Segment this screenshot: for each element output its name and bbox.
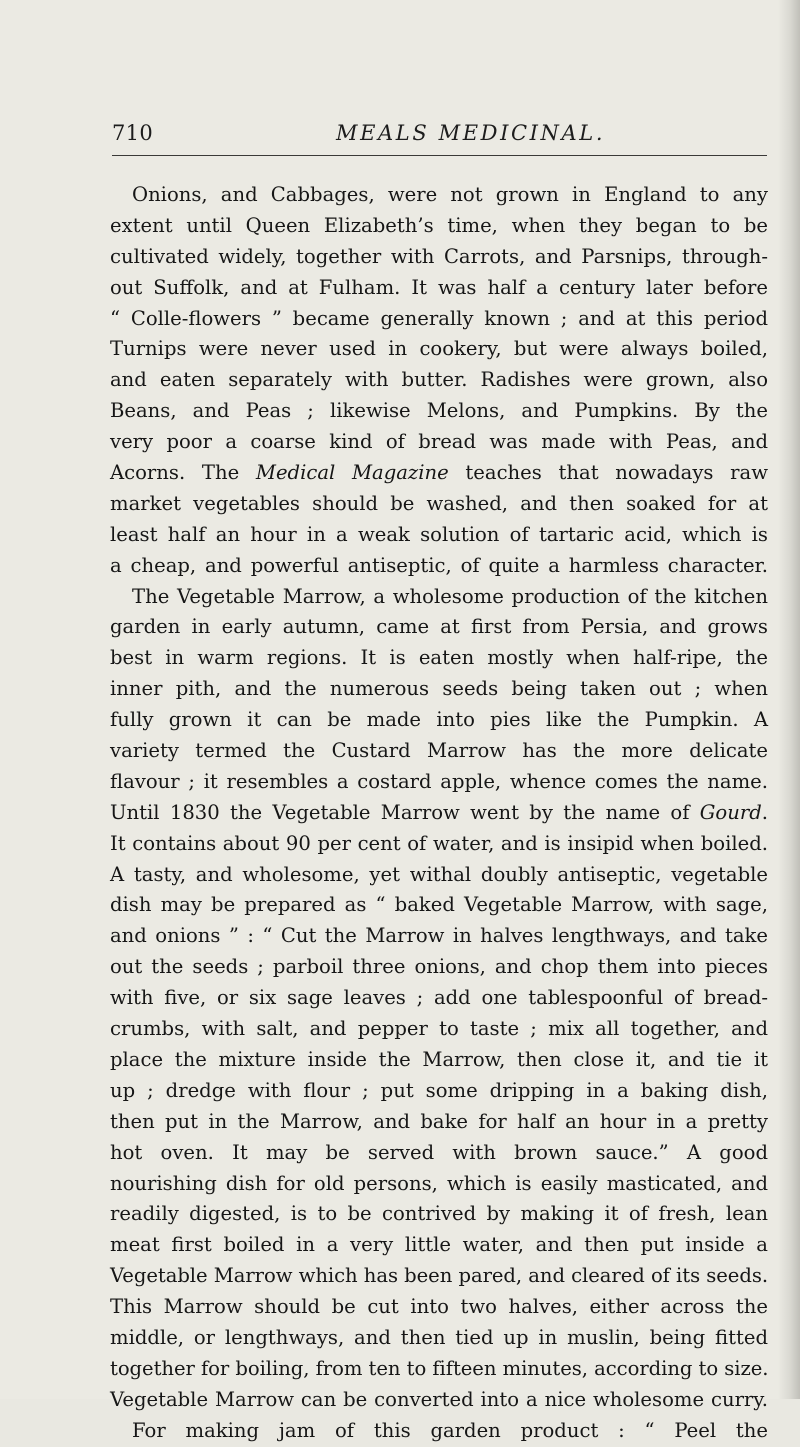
text-line: garden in early autumn, came at first from Persia, and grows: [110, 615, 768, 639]
text-line: Acorns. The Medical Magazine teaches that nowadays raw: [110, 461, 768, 485]
running-head: MEALS MEDICINAL.: [336, 121, 606, 145]
text-line: Vegetable Marrow which has been pared, and cleared of its seeds.: [110, 1264, 769, 1288]
text-line: market vegetables should be washed, and then soaked for at: [110, 491, 768, 515]
text-line: cultivated widely, together with Carrots, and Parsnips, through-: [110, 244, 768, 268]
text-line: best in warm regions. It is eaten mostly when half-ripe, the: [110, 646, 768, 670]
text-line: flavour ; it resembles a costard apple, whence comes the name.: [110, 769, 768, 793]
text-line: least half an hour in a weak solution of tartaric acid, which is: [110, 522, 768, 546]
text-line: variety termed the Custard Marrow has the more delicate: [110, 739, 768, 763]
text-line: readily digested, is to be contrived by making it of fresh, lean: [110, 1202, 768, 1226]
header-rule: [112, 155, 767, 156]
text-line: extent until Queen Elizabeth’s time, when they began to be: [110, 213, 768, 237]
text-line: For making jam of this garden product : “ Peel the: [132, 1418, 768, 1442]
text-line: and eaten separately with butter. Radishes were grown, also: [110, 368, 768, 392]
text-line: “ Colle-flowers ” became generally known ; and at this period: [110, 306, 768, 330]
text-line: It contains about 90 per cent of water, and is insipid when boiled.: [110, 831, 768, 855]
text-line: nourishing dish for old persons, which is easily masticated, and: [110, 1171, 768, 1195]
text-line: A tasty, and wholesome, yet withal doubly antiseptic, vegetable: [110, 862, 768, 886]
text-line: a cheap, and powerful antiseptic, of quite a harmless character.: [110, 553, 768, 577]
text-line: The Vegetable Marrow, a wholesome production of the kitchen: [132, 584, 768, 608]
text-line: dish may be prepared as “ baked Vegetable Marrow, with sage,: [110, 893, 768, 917]
text-line: crumbs, with salt, and pepper to taste ; mix all together, and: [110, 1017, 768, 1041]
text-line: very poor a coarse kind of bread was made with Peas, and: [110, 430, 768, 454]
page-number: 710: [112, 121, 153, 145]
page-header: [112, 117, 767, 151]
body-text: [110, 180, 768, 1447]
text-line: Beans, and Peas ; likewise Melons, and Pumpkins. By the: [110, 399, 768, 423]
text-line: This Marrow should be cut into two halves, either across the: [110, 1295, 768, 1319]
page-edge-shadow: [778, 0, 800, 1399]
text-line: then put in the Marrow, and bake for half an hour in a pretty: [110, 1109, 768, 1133]
text-line: together for boiling, from ten to fifteen minutes, according to size.: [110, 1356, 769, 1380]
text-line: Turnips were never used in cookery, but were always boiled,: [110, 337, 768, 361]
text-line: meat first boiled in a very little water, and then put inside a: [110, 1233, 768, 1257]
text-line: Vegetable Marrow can be converted into a nice wholesome curry.: [110, 1387, 768, 1411]
text-line: out the seeds ; parboil three onions, and chop them into pieces: [110, 955, 768, 979]
text-line: middle, or lengthways, and then tied up in muslin, being fitted: [110, 1325, 768, 1349]
text-line: place the mixture inside the Marrow, then close it, and tie it: [110, 1047, 768, 1071]
text-line: Onions, and Cabbages, were not grown in England to any: [132, 183, 768, 206]
text-line: and onions ” : “ Cut the Marrow in halves lengthways, and take: [110, 924, 768, 948]
text-line: out Suffolk, and at Fulham. It was half a century later before: [110, 275, 768, 299]
text-line: inner pith, and the numerous seeds being taken out ; when: [110, 677, 768, 701]
text-line: fully grown it can be made into pies like the Pumpkin. A: [110, 708, 768, 732]
text-line: hot oven. It may be served with brown sauce.” A good: [110, 1140, 768, 1164]
text-line: with five, or six sage leaves ; add one tablespoonful of bread-: [110, 986, 768, 1010]
text-line: Until 1830 the Vegetable Marrow went by the name of Gourd.: [110, 800, 768, 824]
text-line: up ; dredge with flour ; put some dripping in a baking dish,: [110, 1078, 768, 1102]
